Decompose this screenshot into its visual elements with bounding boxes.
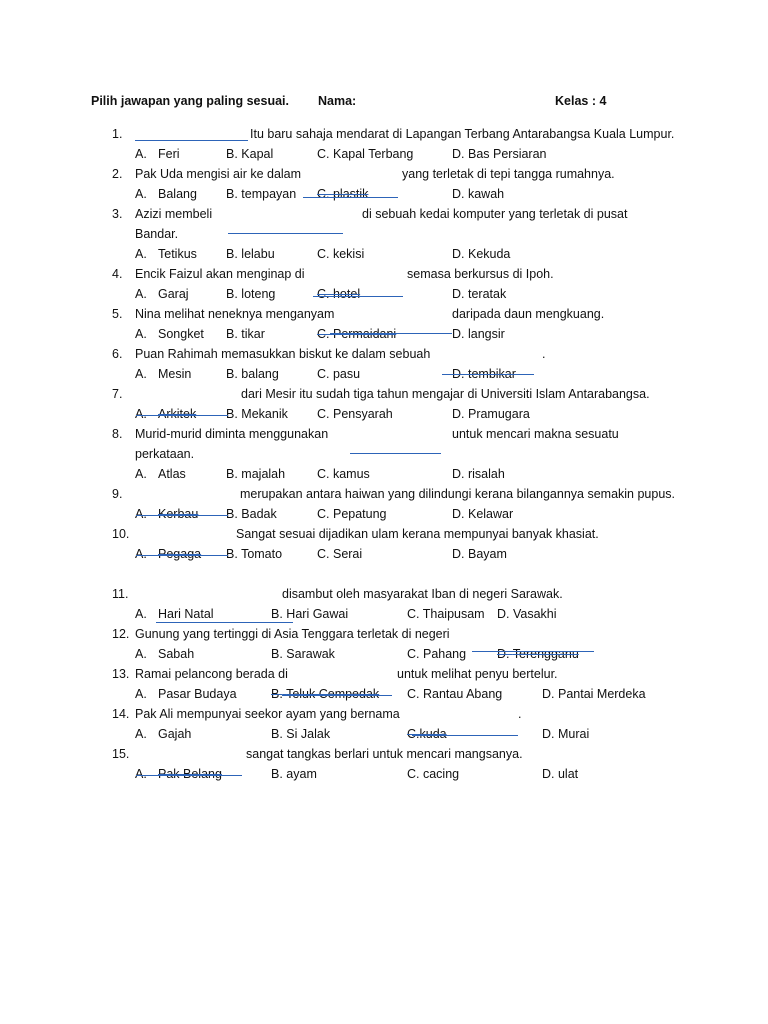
pen-mark <box>156 622 293 623</box>
option-d[interactable]: D. teratak <box>452 287 507 301</box>
question-text: dari Mesir itu sudah tiga tahun mengajar di Universiti Islam Antarabangsa. <box>241 387 650 401</box>
options-13 <box>0 687 768 707</box>
options-12 <box>0 647 768 667</box>
question-1 <box>0 127 768 147</box>
question-8-line-2 <box>0 447 768 467</box>
question-number: 5. <box>112 307 123 321</box>
option-a[interactable]: A. Mesin <box>135 367 192 381</box>
question-number: 10. <box>112 527 130 541</box>
options-3 <box>0 247 768 267</box>
option-c[interactable]: C. pasu <box>317 367 361 381</box>
options-10 <box>0 547 768 567</box>
option-c[interactable]: C. Thaipusam <box>407 607 485 621</box>
question-text: Gunung yang tertinggi di Asia Tenggara terletak di negeri <box>135 627 450 641</box>
pen-mark <box>313 296 403 297</box>
options-1 <box>0 147 768 167</box>
option-b[interactable]: B. majalah <box>226 467 286 481</box>
pen-mark <box>330 333 452 334</box>
option-c[interactable]: C. kamus <box>317 467 370 481</box>
question-text: Encik Faizul akan menginap di <box>135 267 305 281</box>
question-number: 3. <box>112 207 123 221</box>
option-c[interactable]: C. Kapal Terbang <box>317 147 414 161</box>
option-c[interactable]: C. Pahang <box>407 647 467 661</box>
question-text-cont: untuk melihat penyu bertelur. <box>397 667 558 681</box>
option-b[interactable]: B. Kapal <box>226 147 274 161</box>
option-b[interactable]: B. tikar <box>226 327 265 341</box>
question-text: Itu baru sahaja mendarat di Lapangan Terbang Antarabangsa Kuala Lumpur. <box>250 127 675 141</box>
option-d[interactable]: D. Pramugara <box>452 407 530 421</box>
question-text-cont: . <box>518 707 522 721</box>
question-14 <box>0 707 768 727</box>
question-9 <box>0 487 768 507</box>
option-c[interactable]: C. plastik <box>317 187 369 201</box>
pen-mark <box>303 197 398 198</box>
options-9 <box>0 507 768 527</box>
option-a[interactable]: A. Garaj <box>135 287 189 301</box>
question-number: 2. <box>112 167 123 181</box>
question-number: 8. <box>112 427 123 441</box>
option-b[interactable]: B. tempayan <box>226 187 297 201</box>
option-c[interactable]: C. cacing <box>407 767 460 781</box>
question-text-cont: di sebuah kedai komputer yang terletak di pusat <box>362 207 628 221</box>
option-d[interactable]: D. Pantai Merdeka <box>542 687 646 701</box>
question-3 <box>0 207 768 227</box>
option-a[interactable]: A. Pasar Budaya <box>135 687 237 701</box>
options-14 <box>0 727 768 747</box>
answer-blank-line <box>135 140 248 141</box>
name-label: Nama: <box>318 94 357 108</box>
options-15 <box>0 767 768 787</box>
pen-mark <box>136 555 228 556</box>
option-a[interactable]: A. Sabah <box>135 647 195 661</box>
question-text-cont: daripada daun mengkuang. <box>452 307 605 321</box>
question-number: 12. <box>112 627 130 641</box>
question-text: Murid-murid diminta menggunakan <box>135 427 329 441</box>
question-text-cont: yang terletak di tepi tangga rumahnya. <box>402 167 615 181</box>
question-13 <box>0 667 768 687</box>
option-a[interactable]: A. Atlas <box>135 467 186 481</box>
option-c[interactable]: C. kekisi <box>317 247 365 261</box>
option-d[interactable]: D. Vasakhi <box>497 607 557 621</box>
option-d[interactable]: D. Kekuda <box>452 247 511 261</box>
question-15 <box>0 747 768 767</box>
option-a[interactable]: A. Pegaga <box>135 547 202 561</box>
question-text-cont: untuk mencari makna sesuatu <box>452 427 619 441</box>
question-6 <box>0 347 768 367</box>
option-d[interactable]: D. ulat <box>542 767 579 781</box>
option-a[interactable]: A. Tetikus <box>135 247 197 261</box>
question-10 <box>0 527 768 547</box>
options-2 <box>0 187 768 207</box>
pen-mark <box>442 374 534 375</box>
question-text: Azizi membeli <box>135 207 213 221</box>
question-text-cont: perkataan. <box>135 447 195 461</box>
option-b[interactable]: B. balang <box>226 367 279 381</box>
question-4 <box>0 267 768 287</box>
option-b[interactable]: B. Teluk Cempedak <box>271 687 380 701</box>
instruction-text: Pilih jawapan yang paling sesuai. <box>91 94 289 108</box>
option-a[interactable]: A. Arkitek <box>135 407 197 421</box>
option-c[interactable]: C. hotel <box>317 287 361 301</box>
option-a[interactable]: A. Gajah <box>135 727 192 741</box>
question-number: 15. <box>112 747 130 761</box>
question-5 <box>0 307 768 327</box>
question-3-line-2 <box>0 227 768 247</box>
pen-mark <box>136 415 228 416</box>
option-b[interactable]: B. ayam <box>271 767 317 781</box>
option-d[interactable]: D. Terengganu <box>497 647 579 661</box>
question-number: 4. <box>112 267 123 281</box>
question-text: disambut oleh masyarakat Iban di negeri Sarawak. <box>282 587 563 601</box>
option-c[interactable]: C. Serai <box>317 547 363 561</box>
option-d[interactable]: D. risalah <box>452 467 505 481</box>
option-a[interactable]: A. Pak Belang <box>135 767 222 781</box>
options-4 <box>0 287 768 307</box>
options-5 <box>0 327 768 347</box>
option-c[interactable]: C. Pepatung <box>317 507 387 521</box>
question-11 <box>0 587 768 607</box>
option-d[interactable]: D. Kelawar <box>452 507 514 521</box>
question-text: Ramai pelancong berada di <box>135 667 288 681</box>
option-b[interactable]: B. Si Jalak <box>271 727 331 741</box>
pen-mark <box>282 695 392 696</box>
question-number: 1. <box>112 127 123 141</box>
option-b[interactable]: B. Tomato <box>226 547 283 561</box>
option-d[interactable]: D. Bayam <box>452 547 507 561</box>
option-c[interactable]: C. Pensyarah <box>317 407 393 421</box>
option-c[interactable]: C.kuda <box>407 727 447 741</box>
question-number: 14. <box>112 707 130 721</box>
question-text: Nina melihat neneknya menganyam <box>135 307 335 321</box>
pen-mark <box>136 515 228 516</box>
option-b[interactable]: B. lelabu <box>226 247 275 261</box>
question-text: sangat tangkas berlari untuk mencari mangsanya. <box>246 747 523 761</box>
question-number: 6. <box>112 347 123 361</box>
option-b[interactable]: B. Sarawak <box>271 647 335 661</box>
question-text-cont: Bandar. <box>135 227 179 241</box>
question-text: Pak Ali mempunyai seekor ayam yang bernama <box>135 707 400 721</box>
option-d[interactable]: D. Bas Persiaran <box>452 147 547 161</box>
option-a[interactable]: A. Hari Natal <box>135 607 214 621</box>
option-d[interactable]: D. kawah <box>452 187 505 201</box>
question-2 <box>0 167 768 187</box>
option-b[interactable]: B. Badak <box>226 507 277 521</box>
pen-mark <box>412 735 518 736</box>
options-8 <box>0 467 768 487</box>
question-number: 13. <box>112 667 130 681</box>
class-label: Kelas : 4 <box>555 94 607 108</box>
question-text: Pak Uda mengisi air ke dalam <box>135 167 302 181</box>
option-a[interactable]: A. Songket <box>135 327 204 341</box>
pen-mark <box>472 651 594 652</box>
question-text-cont: semasa berkursus di Ipoh. <box>407 267 554 281</box>
option-b[interactable]: B. Mekanik <box>226 407 288 421</box>
option-b[interactable]: B. loteng <box>226 287 276 301</box>
option-a[interactable]: A. Feri <box>135 147 180 161</box>
pen-mark <box>136 775 242 776</box>
question-8 <box>0 427 768 447</box>
option-c[interactable]: C. Permaidani <box>317 327 397 341</box>
option-d[interactable]: D. Murai <box>542 727 590 741</box>
options-6 <box>0 367 768 387</box>
question-7 <box>0 387 768 407</box>
question-text-cont: . <box>542 347 546 361</box>
option-b[interactable]: B. Hari Gawai <box>271 607 349 621</box>
option-d[interactable]: D. tembikar <box>452 367 516 381</box>
question-12 <box>0 627 768 647</box>
question-number: 7. <box>112 387 123 401</box>
question-text: merupakan antara haiwan yang dilindungi kerana bilangannya semakin pupus. <box>240 487 676 501</box>
option-c[interactable]: C. Rantau Abang <box>407 687 503 701</box>
question-number: 11. <box>112 587 129 601</box>
question-text: Puan Rahimah memasukkan biskut ke dalam sebuah <box>135 347 431 361</box>
options-7 <box>0 407 768 427</box>
question-number: 9. <box>112 487 123 501</box>
options-11 <box>0 607 768 627</box>
option-a[interactable]: A. Kerbau <box>135 507 199 521</box>
option-a[interactable]: A. Balang <box>135 187 197 201</box>
option-d[interactable]: D. langsir <box>452 327 505 341</box>
question-text: Sangat sesuai dijadikan ulam kerana mempunyai banyak khasiat. <box>236 527 599 541</box>
